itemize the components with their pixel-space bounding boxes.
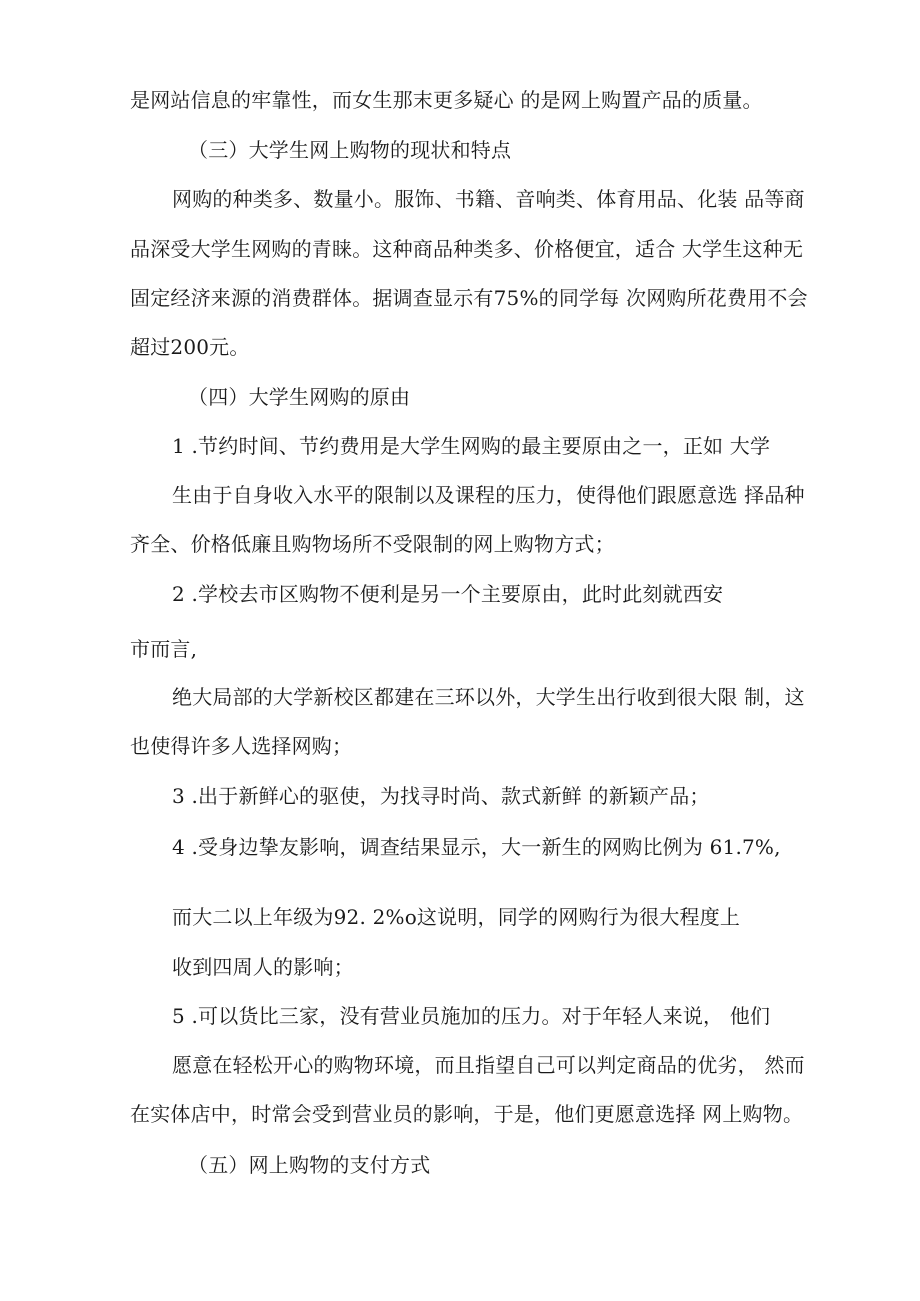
- list-item: 5 .可以货比三家，没有营业员施加的压力。对于年轻人来说， 他们: [172, 1004, 771, 1028]
- paragraph-line: 超过200元。: [130, 335, 250, 359]
- paragraph-line: 是网站信息的牢靠性，而女生那末更多疑心 的是网上购置产品的质量。: [130, 88, 763, 112]
- paragraph-line: 而大二以上年级为92. 2%o这说明，同学的网购行为很大程度上: [172, 905, 741, 929]
- paragraph-line: 在实体店中，时常会受到营业员的影响，于是，他们更愿意选择 网上购物。: [130, 1102, 804, 1126]
- paragraph-line: 也使得许多人选择网购；: [130, 734, 353, 758]
- section-heading: （三）大学生网上购物的现状和特点: [188, 138, 512, 162]
- paragraph-line: 生由于自身收入水平的限制以及课程的压力，使得他们跟愿意选 择品种: [172, 483, 805, 507]
- list-item: 2 .学校去市区购物不便利是另一个主要原由，此时此刻就西安: [172, 582, 724, 606]
- paragraph-line: 绝大局部的大学新校区都建在三环以外，大学生出行收到很大限 制，这: [172, 685, 805, 709]
- paragraph-line: 固定经济来源的消费群体。据调查显示有75%的同学每 次网购所花费用不会: [130, 286, 808, 310]
- paragraph-line: 品深受大学生网购的青睐。这种商品种类多、价格便宜，适合 大学生这种无: [130, 237, 804, 261]
- section-heading: （四）大学生网购的原由: [188, 385, 411, 409]
- paragraph-line: 愿意在轻松开心的购物环境，而且指望自己可以判定商品的优劣， 然而: [172, 1053, 805, 1077]
- list-item: 4 .受身边挚友影响，调查结果显示，大一新生的网购比例为 61.7%,: [172, 835, 781, 859]
- list-item: 3 .出于新鲜心的驱使，为找寻时尚、款式新鲜 的新颖产品；: [172, 784, 710, 808]
- paragraph-line: 齐全、价格低廉且购物场所不受限制的网上购物方式；: [130, 532, 615, 556]
- paragraph-line: 市而言,: [130, 637, 198, 661]
- list-item: 1 .节约时间、节约费用是大学生网购的最主要原由之一，正如 大学: [172, 434, 771, 458]
- section-heading: （五）网上购物的支付方式: [188, 1153, 431, 1177]
- paragraph-line: 网购的种类多、数量小。服饰、书籍、音响类、体育用品、化装 品等商: [172, 187, 805, 211]
- paragraph-line: 收到四周人的影响；: [172, 955, 354, 979]
